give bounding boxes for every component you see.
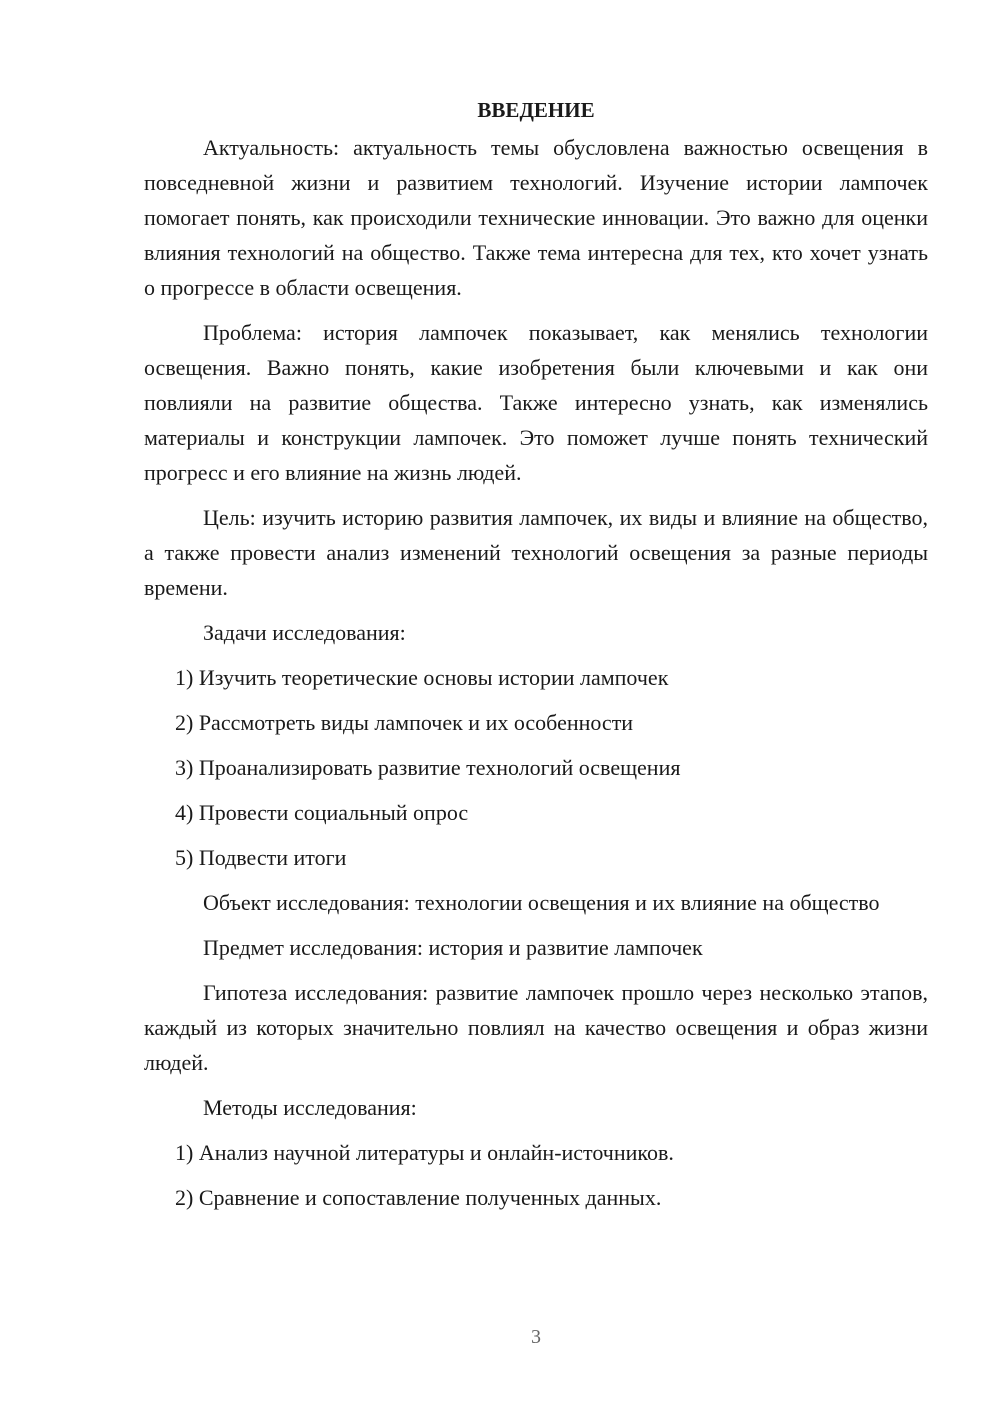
goal-paragraph: Цель: изучить историю развития лампочек, их виды и влияние на общество, а также провести анализ изменений технологий освещения за разные периоды времени. xyxy=(144,505,928,600)
list-item: 2) Сравнение и сопоставление полученных данных. xyxy=(175,1185,662,1210)
list-item: 5) Подвести итоги xyxy=(175,845,347,870)
document-page xyxy=(144,92,928,1225)
list-item: 2) Рассмотреть виды лампочек и их особенности xyxy=(175,710,634,735)
list-item: 3) Проанализировать развитие технологий освещения xyxy=(175,755,681,780)
subject-paragraph: Предмет исследования: история и развитие лампочек xyxy=(203,935,703,960)
methods-list xyxy=(144,1135,928,1215)
tasks-list xyxy=(144,660,928,875)
list-item: 1) Изучить теоретические основы истории лампочек xyxy=(175,665,669,690)
page-title: ВВЕДЕНИЕ xyxy=(477,98,595,122)
relevance-paragraph: Актуальность: актуальность темы обусловлена важностью освещения в повседневной жизни и развитием технологий. Изучение истории лампочек помогает понять, как происходили технические инновации. Это важно для оценки влияния технологий на общество. Также тема интересна для тех, кто хочет узнать о прогрессе в области освещения. xyxy=(144,135,928,300)
list-item: 1) Анализ научной литературы и онлайн-источников. xyxy=(175,1140,674,1165)
page-number: 3 xyxy=(531,1326,541,1348)
methods-heading: Методы исследования: xyxy=(203,1095,417,1120)
list-item: 4) Провести социальный опрос xyxy=(175,800,469,825)
problem-paragraph: Проблема: история лампочек показывает, как менялись технологии освещения. Важно понять, какие изобретения были ключевыми и как они повлияли на развитие общества. Также интересно узнать, как изменялись материалы и конструкции лампочек. Это поможет лучше понять технический прогресс и его влияние на жизнь людей. xyxy=(144,320,928,485)
hypothesis-paragraph: Гипотеза исследования: развитие лампочек прошло через несколько этапов, каждый из которых значительно повлиял на качество освещения и образ жизни людей. xyxy=(144,980,928,1075)
tasks-heading: Задачи исследования: xyxy=(203,620,406,645)
object-paragraph: Объект исследования: технологии освещения и их влияние на общество xyxy=(203,890,880,915)
